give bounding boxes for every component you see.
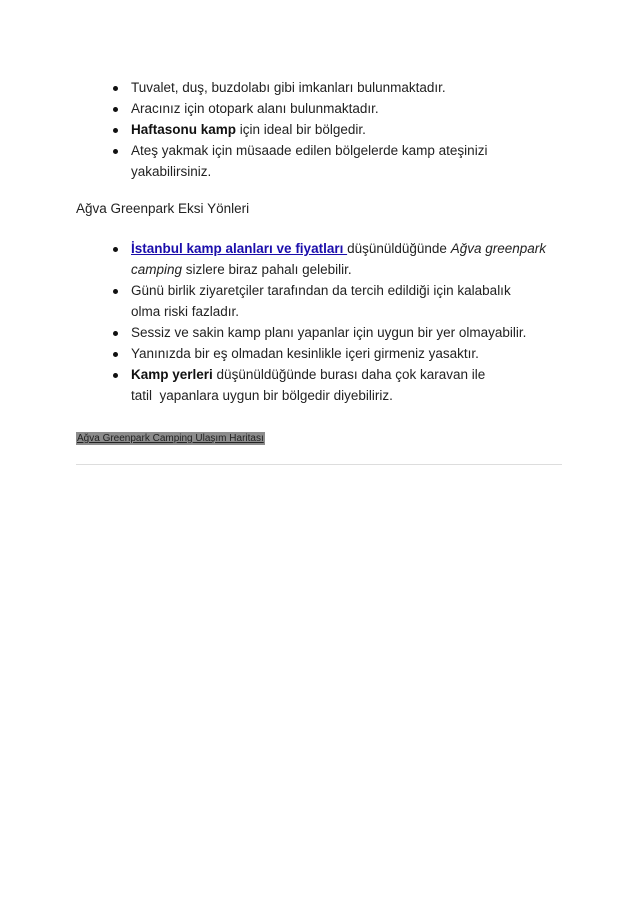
list-item-text: sizlere biraz pahalı gelebilir. xyxy=(182,262,352,277)
list-item-text: düşünüldüğünde burası daha çok karavan ile xyxy=(212,367,486,382)
bullet-icon xyxy=(113,352,118,357)
list-item-text: için ideal bir bölgedir. xyxy=(236,122,366,137)
bullet-icon xyxy=(113,149,118,154)
list-item xyxy=(0,77,560,98)
bold-text: Haftasonu kamp xyxy=(131,122,237,137)
list-item xyxy=(0,322,560,343)
list-item-text: Sessiz ve sakin kamp planı yapanlar için uygun bir yer olmayabilir. xyxy=(131,325,527,340)
list-item xyxy=(0,140,560,182)
list-item-text: düşünüldüğünde xyxy=(347,241,451,256)
list-item-text-continued: olma riski fazladır. xyxy=(131,304,240,319)
bullet-icon xyxy=(113,86,118,91)
list-item-text: Yanınızda bir eş olmadan kesinlikle içeri girmeniz yasaktır. xyxy=(131,346,479,361)
divider xyxy=(76,464,562,465)
list-item-text: Tuvalet, duş, buzdolabı gibi imkanları bulunmaktadır. xyxy=(131,80,446,95)
list-item xyxy=(0,238,560,280)
list-item xyxy=(0,119,560,140)
list-item xyxy=(0,364,560,406)
cons-list xyxy=(0,238,560,406)
bullet-icon xyxy=(113,247,118,252)
list-item-text: Aracınız için otopark alanı bulunmaktadır. xyxy=(131,101,379,116)
bullet-icon xyxy=(113,107,118,112)
bullet-icon xyxy=(113,289,118,294)
list-item xyxy=(0,343,560,364)
bold-text: Kamp yerleri xyxy=(131,367,213,382)
bullet-icon xyxy=(113,373,118,378)
istanbul-camping-link[interactable]: İstanbul kamp alanları ve fiyatları xyxy=(131,241,348,256)
list-item-text: Günü birlik ziyaretçiler tarafından da tercih edildiği için kalabalık xyxy=(131,283,511,298)
map-caption-link[interactable]: Ağva Greenpark Camping Ulaşım Haritası xyxy=(77,433,264,444)
bullet-icon xyxy=(113,331,118,336)
bullet-icon xyxy=(113,128,118,133)
list-item-text-continued: tatil yapanlara uygun bir bölgedir diyebiliriz. xyxy=(131,388,393,403)
list-item-text: Ateş yakmak için müsaade edilen bölgelerde kamp ateşinizi xyxy=(131,143,488,158)
list-item-text-continued: yakabilirsiniz. xyxy=(131,164,212,179)
italic-text: Ağva greenpark xyxy=(450,241,547,256)
features-list xyxy=(0,77,560,182)
section-heading: Ağva Greenpark Eksi Yönleri xyxy=(76,201,250,216)
list-item xyxy=(0,280,560,322)
italic-text: camping xyxy=(131,262,183,277)
list-item xyxy=(0,98,560,119)
